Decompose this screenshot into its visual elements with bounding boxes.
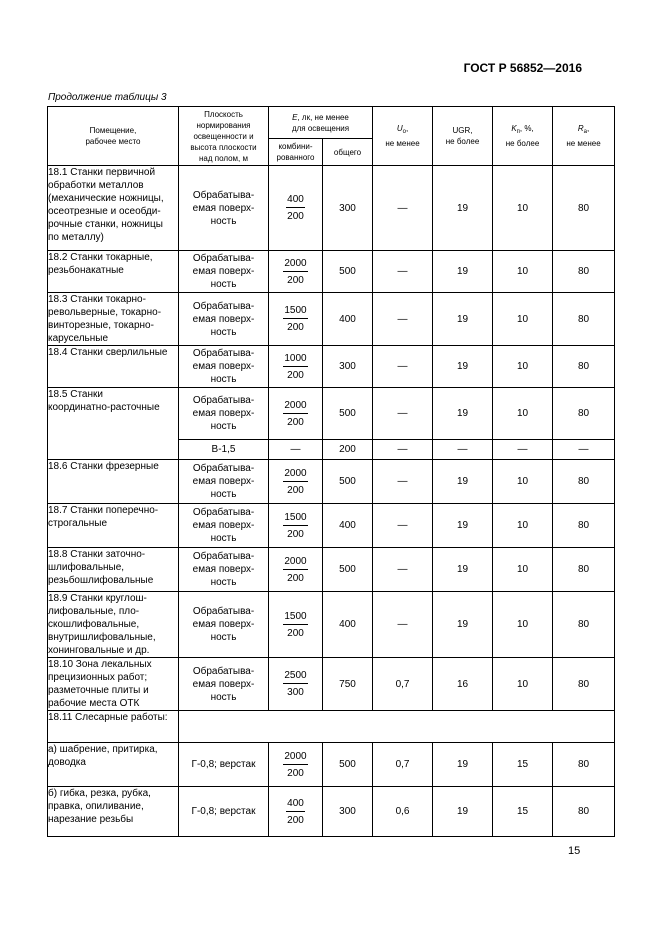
general-illuminance: 500 <box>323 251 373 293</box>
ugr-value: 19 <box>433 504 493 548</box>
combined-illuminance <box>269 658 323 711</box>
header-plane: Плоскость нормирования освещенности и высота плоскости над полом, м <box>179 107 269 166</box>
color-rendering-value: 80 <box>553 787 615 837</box>
empty-cell <box>179 711 615 743</box>
ugr-value: 16 <box>433 658 493 711</box>
norm-plane: Обрабатыва- емая поверх- ность <box>179 346 269 388</box>
room-name: 18.3 Станки токарно- револьверные, токарно- винторезные, токарно- карусельные <box>48 293 179 346</box>
pulsation-value: 15 <box>493 787 553 837</box>
room-name: а) шабрение, притирка, доводка <box>48 743 179 787</box>
pulsation-value: 10 <box>493 658 553 711</box>
ugr-value: 19 <box>433 743 493 787</box>
norm-plane: Обрабатыва- емая поверх- ность <box>179 548 269 592</box>
general-illuminance: 500 <box>323 548 373 592</box>
combined-illuminance <box>269 787 323 837</box>
combined-total: 400 <box>286 797 305 812</box>
uniformity-value: 0,7 <box>373 658 433 711</box>
norm-plane: Г-0,8; верстак <box>179 787 269 837</box>
uniformity-value: — <box>373 346 433 388</box>
header-pulsation: $K_п$, %, не более <box>493 107 553 166</box>
combined-general: 200 <box>287 767 304 779</box>
uniformity-value: — <box>373 251 433 293</box>
combined-total: 2000 <box>283 467 307 482</box>
pulsation-value: 10 <box>493 346 553 388</box>
combined-illuminance <box>269 460 323 504</box>
table-row <box>48 504 615 548</box>
color-rendering-value: 80 <box>553 548 615 592</box>
combined-illuminance <box>269 388 323 440</box>
general-illuminance: 400 <box>323 293 373 346</box>
room-name: 18.2 Станки токарные, резьбонакатные <box>48 251 179 293</box>
general-illuminance: 750 <box>323 658 373 711</box>
uniformity-value: — <box>373 440 433 460</box>
general-illuminance: 500 <box>323 460 373 504</box>
combined-general: 300 <box>287 687 304 698</box>
uniformity-value: — <box>373 548 433 592</box>
color-rendering-value: 80 <box>553 346 615 388</box>
header-room: Помещение, рабочее место <box>48 107 179 166</box>
combined-general: 200 <box>287 211 304 222</box>
section-heading: 18.11 Слесарные работы: <box>48 711 179 743</box>
combined-illuminance <box>269 592 323 658</box>
ugr-value: 19 <box>433 251 493 293</box>
room-name: 18.5 Станки координатно-расточные <box>48 388 179 460</box>
pulsation-value: 10 <box>493 460 553 504</box>
pulsation-value: 10 <box>493 166 553 251</box>
combined-general: 200 <box>287 627 304 639</box>
norm-plane: Обрабатыва- емая поверх- ность <box>179 504 269 548</box>
combined-total: 1500 <box>283 304 307 319</box>
pulsation-value: 10 <box>493 251 553 293</box>
uniformity-value: 0,7 <box>373 743 433 787</box>
table-row <box>48 251 615 293</box>
combined-illuminance <box>269 346 323 388</box>
norm-plane: Обрабатыва- емая поверх- ность <box>179 592 269 658</box>
color-rendering-value: 80 <box>553 460 615 504</box>
combined-general: 200 <box>287 369 304 381</box>
color-rendering-value: 80 <box>553 251 615 293</box>
table-row <box>48 787 615 837</box>
combined-total: 1000 <box>283 352 307 367</box>
combined-general: 200 <box>287 814 304 826</box>
combined-illuminance <box>269 293 323 346</box>
combined-illuminance <box>269 166 323 251</box>
pulsation-value: 10 <box>493 548 553 592</box>
document-code: ГОСТ Р 56852—2016 <box>463 61 582 75</box>
combined-general: 200 <box>287 528 304 540</box>
uniformity-value: — <box>373 166 433 251</box>
table-row <box>48 548 615 592</box>
room-name: 18.1 Станки первичной обработки металлов (механические ножницы, осеотрезные и осеобди- рочные станки, ножницы по металлу) <box>48 166 179 251</box>
uniformity-value: — <box>373 504 433 548</box>
room-name: 18.9 Станки круглош- лифовальные, пло- скошлифовальные, внутришлифовальные, хонинговальные и др. <box>48 592 179 658</box>
table-row <box>48 658 615 711</box>
combined-illuminance <box>269 548 323 592</box>
color-rendering-value: — <box>553 440 615 460</box>
color-rendering-value: 80 <box>553 293 615 346</box>
ugr-value: 19 <box>433 460 493 504</box>
color-rendering-value: 80 <box>553 166 615 251</box>
ugr-value: 19 <box>433 787 493 837</box>
combined-total: 2000 <box>283 750 307 765</box>
room-name: б) гибка, резка, рубка, правка, опиливание, нарезание резьбы <box>48 787 179 837</box>
table-row <box>48 743 615 787</box>
table-section-row <box>48 711 615 743</box>
pulsation-value: 10 <box>493 504 553 548</box>
combined-illuminance: — <box>269 440 323 460</box>
table-row <box>48 293 615 346</box>
norm-plane: Г-0,8; верстак <box>179 743 269 787</box>
color-rendering-value: 80 <box>553 388 615 440</box>
combined-general: 200 <box>287 274 304 286</box>
combined-general: 200 <box>287 484 304 496</box>
table-caption: Продолжение таблицы 3 <box>48 92 167 103</box>
color-rendering-value: 80 <box>553 592 615 658</box>
header-combined: комбини- рованного <box>269 139 323 166</box>
header-general: общего <box>323 139 373 166</box>
uniformity-value: — <box>373 592 433 658</box>
general-illuminance: 400 <box>323 592 373 658</box>
combined-illuminance <box>269 743 323 787</box>
header-illuminance: E, лк, не менее для освещения <box>269 107 373 139</box>
ugr-value: 19 <box>433 166 493 251</box>
header-color-rendering: $R_a$, не менее <box>553 107 615 166</box>
ugr-value: 19 <box>433 388 493 440</box>
general-illuminance: 500 <box>323 388 373 440</box>
ugr-value: 19 <box>433 293 493 346</box>
general-illuminance: 400 <box>323 504 373 548</box>
norm-plane: Обрабатыва- емая поверх- ность <box>179 251 269 293</box>
color-rendering-value: 80 <box>553 743 615 787</box>
color-rendering-value: 80 <box>553 658 615 711</box>
lighting-norms-table <box>47 106 615 837</box>
header-ugr: UGR, не более <box>433 107 493 166</box>
general-illuminance: 200 <box>323 440 373 460</box>
uniformity-value: — <box>373 293 433 346</box>
uniformity-value: — <box>373 460 433 504</box>
combined-illuminance <box>269 251 323 293</box>
uniformity-value: 0,6 <box>373 787 433 837</box>
combined-general: 200 <box>287 572 304 584</box>
pulsation-value: 10 <box>493 388 553 440</box>
combined-total: 1500 <box>283 511 307 526</box>
ugr-value: 19 <box>433 346 493 388</box>
color-rendering-value: 80 <box>553 504 615 548</box>
uniformity-value: — <box>373 388 433 440</box>
page-number: 15 <box>568 845 581 857</box>
combined-general: 200 <box>287 416 304 428</box>
table-row <box>48 460 615 504</box>
ugr-value: — <box>433 440 493 460</box>
combined-total: 1500 <box>283 610 307 625</box>
norm-plane: Обрабатыва- емая поверх- ность <box>179 658 269 711</box>
combined-total: 2500 <box>283 669 307 684</box>
ugr-value: 19 <box>433 548 493 592</box>
general-illuminance: 300 <box>323 787 373 837</box>
norm-plane: Обрабатыва- емая поверх- ность <box>179 388 269 440</box>
header-uniformity: $U_о$, не менее <box>373 107 433 166</box>
combined-illuminance <box>269 504 323 548</box>
norm-plane: Обрабатыва- емая поверх- ность <box>179 460 269 504</box>
table-row <box>48 388 615 440</box>
room-name: 18.10 Зона лекальных прецизионных работ; разметочные плиты и рабочие места ОТК <box>48 658 179 711</box>
norm-plane: Обрабатыва- емая поверх- ность <box>179 166 269 251</box>
table-body <box>48 166 615 837</box>
table-row <box>48 346 615 388</box>
pulsation-value: 10 <box>493 293 553 346</box>
combined-total: 2000 <box>283 399 307 414</box>
room-name: 18.6 Станки фрезерные <box>48 460 179 504</box>
norm-plane: Обрабатыва- емая поверх- ность <box>179 293 269 346</box>
room-name: 18.8 Станки заточно- шлифовальные, резьбошлифовальные <box>48 548 179 592</box>
pulsation-value: 10 <box>493 592 553 658</box>
room-name: 18.7 Станки поперечно- строгальные <box>48 504 179 548</box>
ugr-value: 19 <box>433 592 493 658</box>
room-name: 18.4 Станки сверлильные <box>48 346 179 388</box>
combined-total: 2000 <box>283 257 307 272</box>
table-row <box>48 592 615 658</box>
table-row <box>48 166 615 251</box>
norm-plane: В-1,5 <box>179 440 269 460</box>
general-illuminance: 300 <box>323 166 373 251</box>
combined-total: 400 <box>286 193 305 208</box>
general-illuminance: 500 <box>323 743 373 787</box>
general-illuminance: 300 <box>323 346 373 388</box>
combined-total: 2000 <box>283 555 307 570</box>
pulsation-value: — <box>493 440 553 460</box>
pulsation-value: 15 <box>493 743 553 787</box>
combined-general: 200 <box>287 322 304 333</box>
